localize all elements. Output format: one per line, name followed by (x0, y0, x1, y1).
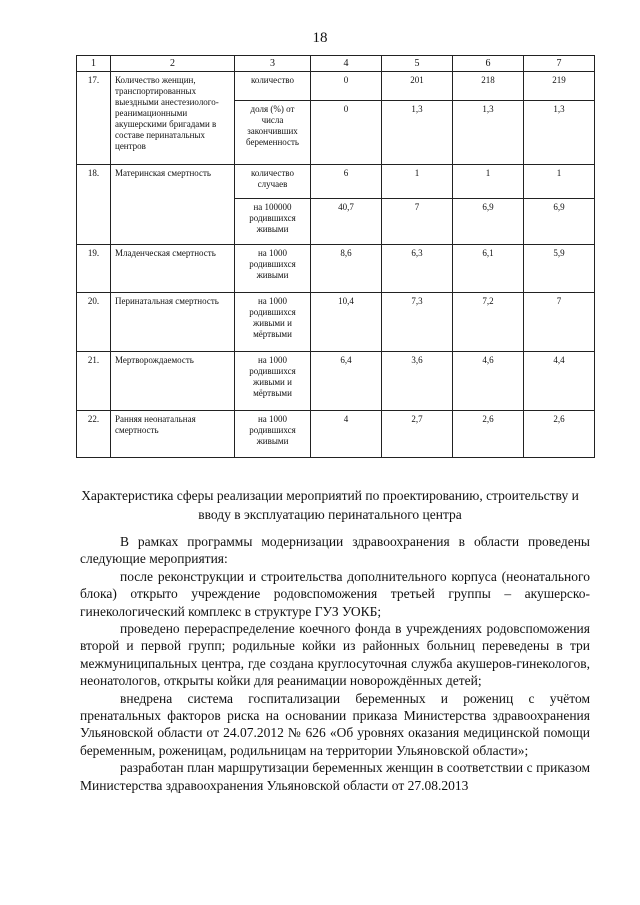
value-cell: 218 (453, 72, 524, 101)
header-cell: 7 (524, 56, 595, 72)
value-cell: 2,7 (382, 411, 453, 458)
value-cell: 1 (382, 165, 453, 199)
row-number: 17. (77, 72, 111, 165)
paragraph: разработан план маршрутизации беременных женщин в соответствии с приказом Министерства здравоохранения Ульяновской области от 27.08.2013 (80, 760, 590, 793)
value-cell: 1,3 (382, 101, 453, 165)
indicator-name: Ранняя неонатальная смертность (111, 411, 235, 458)
header-cell: 6 (453, 56, 524, 72)
row-number: 21. (77, 352, 111, 411)
value-cell: 5,9 (524, 245, 595, 293)
table-header-row (77, 56, 595, 72)
row-number: 20. (77, 293, 111, 352)
value-cell: 3,6 (382, 352, 453, 411)
value-cell: 6,9 (453, 199, 524, 245)
table-row (77, 245, 595, 293)
header-cell: 2 (111, 56, 235, 72)
value-cell: 2,6 (453, 411, 524, 458)
indicator-name: Количество женщин, транспортированных выездными анестезиолого-реанимационными акушерскими бригадами в составе перинатальных центров (111, 72, 235, 165)
unit-cell: на 1000 родившихся живыми (235, 245, 311, 293)
indicator-name: Мертворождаемость (111, 352, 235, 411)
value-cell: 4,4 (524, 352, 595, 411)
value-cell: 1 (524, 165, 595, 199)
header-cell: 5 (382, 56, 453, 72)
unit-cell: на 1000 родившихся живыми и мёртвыми (235, 352, 311, 411)
value-cell: 1 (453, 165, 524, 199)
value-cell: 2,6 (524, 411, 595, 458)
value-cell: 7 (382, 199, 453, 245)
value-cell: 40,7 (311, 199, 382, 245)
paragraph: В рамках программы модернизации здравоохранения в области проведены следующие мероприятия: (80, 534, 590, 567)
value-cell: 1,3 (524, 101, 595, 165)
table-row (77, 165, 595, 199)
unit-cell: на 100000 родившихся живыми (235, 199, 311, 245)
section-heading: Характеристика сферы реализации мероприятий по проектированию, строительству и вводу в эксплуатацию перинатального центра (81, 488, 579, 522)
value-cell: 8,6 (311, 245, 382, 293)
value-cell: 0 (311, 72, 382, 101)
value-cell: 4,6 (453, 352, 524, 411)
unit-cell: количество (235, 72, 311, 101)
header-cell: 1 (77, 56, 111, 72)
value-cell: 7 (524, 293, 595, 352)
paragraph: проведено перераспределение коечного фонда в учреждениях родовспоможения второй и первой групп; родильные койки из районных больниц переведены в три межмуниципальных центра, где создана круглосуточная служба акушеров-гинекологов, неонатологов, открыты койки для реанимации новорождённых детей; (80, 621, 590, 689)
value-cell: 219 (524, 72, 595, 101)
indicator-name: Материнская смертность (111, 165, 235, 245)
page-number: 18 (312, 30, 328, 46)
row-number: 22. (77, 411, 111, 458)
indicator-name: Перинатальная смертность (111, 293, 235, 352)
value-cell: 201 (382, 72, 453, 101)
body-text (80, 533, 590, 794)
unit-cell: доля (%) от числа закончивших беременность (235, 101, 311, 165)
header-cell: 4 (311, 56, 382, 72)
value-cell: 7,3 (382, 293, 453, 352)
table-row (77, 411, 595, 458)
value-cell: 6 (311, 165, 382, 199)
header-cell: 3 (235, 56, 311, 72)
indicator-name: Младенческая смертность (111, 245, 235, 293)
value-cell: 6,3 (382, 245, 453, 293)
paragraph: внедрена система госпитализации беременных и рожениц с учётом пренатальных факторов риска на основании приказа Министерства здравоохранения Ульяновской области от 24.07.2012 № 626 «Об уровнях оказания медицинской помощи беременным, роженицам, родильницам на территории Ульяновской области»; (80, 690, 590, 758)
statistics-table (76, 55, 595, 458)
value-cell: 1,3 (453, 101, 524, 165)
row-number: 18. (77, 165, 111, 245)
value-cell: 4 (311, 411, 382, 458)
table-row (77, 293, 595, 352)
unit-cell: на 1000 родившихся живыми (235, 411, 311, 458)
row-number: 19. (77, 245, 111, 293)
table-row (77, 72, 595, 101)
unit-cell: количество случаев (235, 165, 311, 199)
paragraph: после реконструкции и строительства дополнительного корпуса (неонатального блока) открыто учреждение родовспоможения третьей группы – акушерско-гинекологический комплекс в структуре ГУЗ УОКБ; (80, 568, 590, 619)
value-cell: 0 (311, 101, 382, 165)
value-cell: 7,2 (453, 293, 524, 352)
value-cell: 6,9 (524, 199, 595, 245)
table-row (77, 352, 595, 411)
unit-cell: на 1000 родившихся живыми и мёртвыми (235, 293, 311, 352)
value-cell: 6,1 (453, 245, 524, 293)
value-cell: 6,4 (311, 352, 382, 411)
value-cell: 10,4 (311, 293, 382, 352)
